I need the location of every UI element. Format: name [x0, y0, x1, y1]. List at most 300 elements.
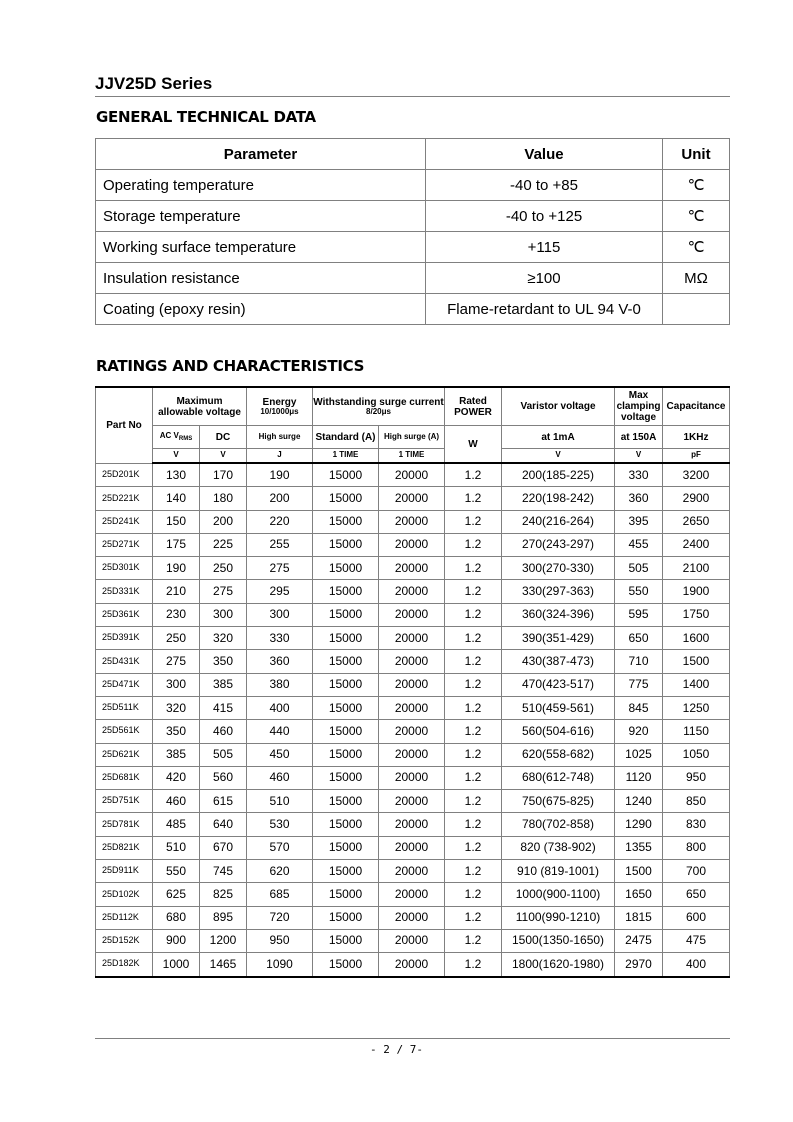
rated-power-cell: 1.2	[445, 813, 502, 836]
ratings-row	[96, 883, 730, 906]
header-power-unit: W	[445, 426, 502, 464]
energy-cell: 460	[247, 766, 313, 789]
header-ac-v	[153, 426, 200, 449]
value-cell: ≥100	[426, 263, 663, 294]
capacitance-cell: 1500	[663, 650, 730, 673]
part-no-cell: 25D201K	[96, 463, 153, 487]
ac-voltage-cell: 510	[153, 836, 200, 859]
ac-voltage-cell: 230	[153, 603, 200, 626]
header-rated-power: Rated POWER	[445, 387, 502, 426]
dc-voltage-cell: 350	[200, 650, 247, 673]
high-surge-cell: 20000	[379, 860, 445, 883]
ratings-row	[96, 650, 730, 673]
ratings-row	[96, 696, 730, 719]
standard-surge-cell: 15000	[313, 766, 379, 789]
energy-cell: 400	[247, 696, 313, 719]
part-no-cell: 25D681K	[96, 766, 153, 789]
ratings-row	[96, 813, 730, 836]
ac-voltage-cell: 320	[153, 696, 200, 719]
varistor-voltage-cell: 220(198-242)	[502, 487, 615, 510]
dc-voltage-cell: 300	[200, 603, 247, 626]
high-surge-cell: 20000	[379, 463, 445, 487]
value-cell: -40 to +85	[426, 170, 663, 201]
rated-power-cell: 1.2	[445, 627, 502, 650]
unit-ac: V	[153, 449, 200, 464]
capacitance-cell: 800	[663, 836, 730, 859]
rated-power-cell: 1.2	[445, 603, 502, 626]
standard-surge-cell: 15000	[313, 790, 379, 813]
varistor-voltage-cell: 1100(990-1210)	[502, 906, 615, 929]
unit-energy: J	[247, 449, 313, 464]
high-surge-cell: 20000	[379, 696, 445, 719]
varistor-voltage-cell: 390(351-429)	[502, 627, 615, 650]
ratings-row	[96, 720, 730, 743]
rated-power-cell: 1.2	[445, 883, 502, 906]
part-no-cell: 25D331K	[96, 580, 153, 603]
dc-voltage-cell: 615	[200, 790, 247, 813]
energy-cell: 330	[247, 627, 313, 650]
rated-power-cell: 1.2	[445, 766, 502, 789]
ac-voltage-cell: 460	[153, 790, 200, 813]
standard-surge-cell: 15000	[313, 580, 379, 603]
capacitance-cell: 2100	[663, 557, 730, 580]
high-surge-cell: 20000	[379, 627, 445, 650]
ac-voltage-cell: 350	[153, 720, 200, 743]
dc-voltage-cell: 250	[200, 557, 247, 580]
high-surge-cell: 20000	[379, 953, 445, 977]
dc-voltage-cell: 460	[200, 720, 247, 743]
varistor-voltage-cell: 360(324-396)	[502, 603, 615, 626]
unit-cell	[663, 294, 730, 325]
rated-power-cell: 1.2	[445, 557, 502, 580]
ratings-row	[96, 487, 730, 510]
energy-cell: 360	[247, 650, 313, 673]
ac-voltage-cell: 250	[153, 627, 200, 650]
header-energy-sub: 10/1000μs	[260, 406, 299, 416]
high-surge-cell: 20000	[379, 487, 445, 510]
dc-voltage-cell: 320	[200, 627, 247, 650]
energy-cell: 190	[247, 463, 313, 487]
ac-voltage-cell: 1000	[153, 953, 200, 977]
part-no-cell: 25D821K	[96, 836, 153, 859]
dc-voltage-cell: 895	[200, 906, 247, 929]
high-surge-cell: 20000	[379, 650, 445, 673]
energy-cell: 530	[247, 813, 313, 836]
varistor-voltage-cell: 910 (819-1001)	[502, 860, 615, 883]
rated-power-cell: 1.2	[445, 836, 502, 859]
ac-voltage-cell: 140	[153, 487, 200, 510]
rated-power-cell: 1.2	[445, 790, 502, 813]
rated-power-cell: 1.2	[445, 487, 502, 510]
ac-voltage-cell: 210	[153, 580, 200, 603]
high-surge-cell: 20000	[379, 929, 445, 952]
ratings-row	[96, 836, 730, 859]
ratings-row	[96, 627, 730, 650]
energy-cell: 1090	[247, 953, 313, 977]
part-no-cell: 25D241K	[96, 510, 153, 533]
dc-voltage-cell: 225	[200, 533, 247, 556]
part-no-cell: 25D621K	[96, 743, 153, 766]
capacitance-cell: 2650	[663, 510, 730, 533]
clamping-voltage-cell: 1500	[615, 860, 663, 883]
high-surge-cell: 20000	[379, 743, 445, 766]
capacitance-cell: 2900	[663, 487, 730, 510]
standard-surge-cell: 15000	[313, 836, 379, 859]
capacitance-cell: 1900	[663, 580, 730, 603]
ac-voltage-cell: 300	[153, 673, 200, 696]
unit-varistor: V	[502, 449, 615, 464]
part-no-cell: 25D431K	[96, 650, 153, 673]
part-no-cell: 25D391K	[96, 627, 153, 650]
ratings-header-row-3	[96, 449, 730, 464]
energy-cell: 300	[247, 603, 313, 626]
ac-voltage-cell: 625	[153, 883, 200, 906]
part-no-cell: 25D751K	[96, 790, 153, 813]
ac-voltage-cell: 190	[153, 557, 200, 580]
dc-voltage-cell: 745	[200, 860, 247, 883]
dc-voltage-cell: 200	[200, 510, 247, 533]
parameter-cell: Coating (epoxy resin)	[96, 294, 426, 325]
part-no-cell: 25D152K	[96, 929, 153, 952]
clamping-voltage-cell: 920	[615, 720, 663, 743]
varistor-voltage-cell: 1500(1350-1650)	[502, 929, 615, 952]
unit-capacitance: pF	[663, 449, 730, 464]
general-row	[96, 294, 730, 325]
energy-cell: 255	[247, 533, 313, 556]
capacitance-cell: 1600	[663, 627, 730, 650]
varistor-voltage-cell: 560(504-616)	[502, 720, 615, 743]
part-no-cell: 25D511K	[96, 696, 153, 719]
varistor-voltage-cell: 330(297-363)	[502, 580, 615, 603]
dc-voltage-cell: 1465	[200, 953, 247, 977]
high-surge-cell: 20000	[379, 883, 445, 906]
capacitance-cell: 3200	[663, 463, 730, 487]
dc-voltage-cell: 275	[200, 580, 247, 603]
energy-cell: 570	[247, 836, 313, 859]
high-surge-cell: 20000	[379, 906, 445, 929]
parameter-cell: Storage temperature	[96, 201, 426, 232]
header-energy	[247, 387, 313, 426]
standard-surge-cell: 15000	[313, 487, 379, 510]
capacitance-cell: 400	[663, 953, 730, 977]
varistor-voltage-cell: 780(702-858)	[502, 813, 615, 836]
value-cell: +115	[426, 232, 663, 263]
header-high-surge: High surge	[247, 426, 313, 449]
high-surge-cell: 20000	[379, 813, 445, 836]
capacitance-cell: 830	[663, 813, 730, 836]
dc-voltage-cell: 180	[200, 487, 247, 510]
energy-cell: 685	[247, 883, 313, 906]
ratings-row	[96, 533, 730, 556]
high-surge-cell: 20000	[379, 673, 445, 696]
header-surge	[313, 387, 445, 426]
ac-voltage-cell: 385	[153, 743, 200, 766]
varistor-voltage-cell: 200(185-225)	[502, 463, 615, 487]
value-cell: -40 to +125	[426, 201, 663, 232]
clamping-voltage-cell: 550	[615, 580, 663, 603]
varistor-voltage-cell: 270(243-297)	[502, 533, 615, 556]
part-no-cell: 25D182K	[96, 953, 153, 977]
ratings-table	[95, 386, 730, 978]
rated-power-cell: 1.2	[445, 510, 502, 533]
ratings-row	[96, 906, 730, 929]
ratings-row	[96, 766, 730, 789]
ac-voltage-cell: 130	[153, 463, 200, 487]
footer-divider	[95, 1038, 730, 1039]
col-header-parameter: Parameter	[96, 139, 426, 170]
header-ac-v-label: AC V	[159, 430, 179, 440]
header-standard-a: Standard (A)	[313, 426, 379, 449]
ratings-row	[96, 557, 730, 580]
parameter-cell: Insulation resistance	[96, 263, 426, 294]
standard-surge-cell: 15000	[313, 813, 379, 836]
capacitance-cell: 1050	[663, 743, 730, 766]
unit-cell: ℃	[663, 201, 730, 232]
clamping-voltage-cell: 845	[615, 696, 663, 719]
high-surge-cell: 20000	[379, 720, 445, 743]
dc-voltage-cell: 505	[200, 743, 247, 766]
standard-surge-cell: 15000	[313, 557, 379, 580]
parameter-cell: Working surface temperature	[96, 232, 426, 263]
header-at-150a: at 150A	[615, 426, 663, 449]
col-header-unit: Unit	[663, 139, 730, 170]
rated-power-cell: 1.2	[445, 929, 502, 952]
part-no-cell: 25D361K	[96, 603, 153, 626]
ratings-row	[96, 860, 730, 883]
rated-power-cell: 1.2	[445, 463, 502, 487]
header-varistor: Varistor voltage	[502, 387, 615, 426]
clamping-voltage-cell: 650	[615, 627, 663, 650]
high-surge-cell: 20000	[379, 557, 445, 580]
clamping-voltage-cell: 1650	[615, 883, 663, 906]
rated-power-cell: 1.2	[445, 953, 502, 977]
rated-power-cell: 1.2	[445, 580, 502, 603]
ac-voltage-cell: 420	[153, 766, 200, 789]
standard-surge-cell: 15000	[313, 627, 379, 650]
ratings-row	[96, 580, 730, 603]
unit-cell: MΩ	[663, 263, 730, 294]
capacitance-cell: 600	[663, 906, 730, 929]
dc-voltage-cell: 170	[200, 463, 247, 487]
varistor-voltage-cell: 470(423-517)	[502, 673, 615, 696]
energy-cell: 275	[247, 557, 313, 580]
high-surge-cell: 20000	[379, 510, 445, 533]
high-surge-cell: 20000	[379, 836, 445, 859]
varistor-voltage-cell: 620(558-682)	[502, 743, 615, 766]
dc-voltage-cell: 1200	[200, 929, 247, 952]
capacitance-cell: 700	[663, 860, 730, 883]
unit-dc: V	[200, 449, 247, 464]
energy-cell: 950	[247, 929, 313, 952]
standard-surge-cell: 15000	[313, 603, 379, 626]
standard-surge-cell: 15000	[313, 510, 379, 533]
value-cell: Flame-retardant to UL 94 V-0	[426, 294, 663, 325]
general-section-title: GENERAL TECHNICAL DATA	[96, 108, 316, 126]
ac-voltage-cell: 150	[153, 510, 200, 533]
ratings-row	[96, 463, 730, 487]
series-title: JJV25D Series	[95, 74, 213, 93]
capacitance-cell: 1400	[663, 673, 730, 696]
standard-surge-cell: 15000	[313, 953, 379, 977]
header-khz: 1KHz	[663, 426, 730, 449]
capacitance-cell: 475	[663, 929, 730, 952]
energy-cell: 720	[247, 906, 313, 929]
ratings-row	[96, 603, 730, 626]
clamping-voltage-cell: 775	[615, 673, 663, 696]
unit-clamping: V	[615, 449, 663, 464]
capacitance-cell: 1750	[663, 603, 730, 626]
clamping-voltage-cell: 2970	[615, 953, 663, 977]
varistor-voltage-cell: 750(675-825)	[502, 790, 615, 813]
rated-power-cell: 1.2	[445, 906, 502, 929]
rated-power-cell: 1.2	[445, 673, 502, 696]
high-surge-cell: 20000	[379, 766, 445, 789]
standard-surge-cell: 15000	[313, 533, 379, 556]
standard-surge-cell: 15000	[313, 883, 379, 906]
high-surge-cell: 20000	[379, 603, 445, 626]
ac-voltage-cell: 275	[153, 650, 200, 673]
part-no-cell: 25D112K	[96, 906, 153, 929]
rated-power-cell: 1.2	[445, 720, 502, 743]
header-surge-sub: 8/20μs	[366, 406, 391, 416]
dc-voltage-cell: 560	[200, 766, 247, 789]
clamping-voltage-cell: 1240	[615, 790, 663, 813]
ac-voltage-cell: 680	[153, 906, 200, 929]
part-no-cell: 25D561K	[96, 720, 153, 743]
ratings-header-row-1	[96, 387, 730, 426]
unit-cell: ℃	[663, 170, 730, 201]
varistor-voltage-cell: 510(459-561)	[502, 696, 615, 719]
varistor-voltage-cell: 1000(900-1100)	[502, 883, 615, 906]
clamping-voltage-cell: 455	[615, 533, 663, 556]
clamping-voltage-cell: 595	[615, 603, 663, 626]
rated-power-cell: 1.2	[445, 696, 502, 719]
unit-high-surge: 1 TIME	[379, 449, 445, 464]
rated-power-cell: 1.2	[445, 860, 502, 883]
varistor-voltage-cell: 680(612-748)	[502, 766, 615, 789]
header-at-1ma: at 1mA	[502, 426, 615, 449]
header-high-surge-a: High surge (A)	[379, 426, 445, 449]
part-no-cell: 25D911K	[96, 860, 153, 883]
header-max-voltage: Maximum allowable voltage	[153, 387, 247, 426]
rated-power-cell: 1.2	[445, 533, 502, 556]
col-header-value: Value	[426, 139, 663, 170]
header-clamping: Max clamping voltage	[615, 387, 663, 426]
part-no-cell: 25D271K	[96, 533, 153, 556]
general-header-row	[96, 139, 730, 170]
general-technical-table	[95, 138, 730, 325]
header-capacitance: Capacitance	[663, 387, 730, 426]
standard-surge-cell: 15000	[313, 720, 379, 743]
title-divider	[95, 96, 730, 97]
clamping-voltage-cell: 2475	[615, 929, 663, 952]
unit-cell: ℃	[663, 232, 730, 263]
ratings-section-title: RATINGS AND CHARACTERISTICS	[96, 357, 365, 375]
unit-standard: 1 TIME	[313, 449, 379, 464]
ratings-row	[96, 510, 730, 533]
ac-voltage-cell: 175	[153, 533, 200, 556]
varistor-voltage-cell: 240(216-264)	[502, 510, 615, 533]
ratings-row	[96, 673, 730, 696]
clamping-voltage-cell: 395	[615, 510, 663, 533]
page-number: - 2 / 7-	[370, 1043, 423, 1056]
energy-cell: 380	[247, 673, 313, 696]
standard-surge-cell: 15000	[313, 929, 379, 952]
clamping-voltage-cell: 1290	[615, 813, 663, 836]
general-row	[96, 170, 730, 201]
part-no-cell: 25D301K	[96, 557, 153, 580]
clamping-voltage-cell: 505	[615, 557, 663, 580]
ratings-row	[96, 929, 730, 952]
ratings-header-row-2	[96, 426, 730, 449]
clamping-voltage-cell: 1120	[615, 766, 663, 789]
ac-voltage-cell: 900	[153, 929, 200, 952]
capacitance-cell: 2400	[663, 533, 730, 556]
header-ac-v-sub: RMS	[178, 435, 193, 442]
part-no-cell: 25D221K	[96, 487, 153, 510]
dc-voltage-cell: 825	[200, 883, 247, 906]
standard-surge-cell: 15000	[313, 650, 379, 673]
varistor-voltage-cell: 820 (738-902)	[502, 836, 615, 859]
clamping-voltage-cell: 1355	[615, 836, 663, 859]
standard-surge-cell: 15000	[313, 696, 379, 719]
clamping-voltage-cell: 360	[615, 487, 663, 510]
energy-cell: 440	[247, 720, 313, 743]
capacitance-cell: 950	[663, 766, 730, 789]
general-row	[96, 232, 730, 263]
rated-power-cell: 1.2	[445, 650, 502, 673]
header-dc: DC	[200, 426, 247, 449]
dc-voltage-cell: 670	[200, 836, 247, 859]
header-energy-label: Energy	[262, 396, 297, 408]
clamping-voltage-cell: 330	[615, 463, 663, 487]
capacitance-cell: 850	[663, 790, 730, 813]
part-no-cell: 25D471K	[96, 673, 153, 696]
standard-surge-cell: 15000	[313, 743, 379, 766]
high-surge-cell: 20000	[379, 790, 445, 813]
dc-voltage-cell: 415	[200, 696, 247, 719]
standard-surge-cell: 15000	[313, 860, 379, 883]
ac-voltage-cell: 485	[153, 813, 200, 836]
varistor-voltage-cell: 1800(1620-1980)	[502, 953, 615, 977]
energy-cell: 620	[247, 860, 313, 883]
standard-surge-cell: 15000	[313, 906, 379, 929]
dc-voltage-cell: 385	[200, 673, 247, 696]
energy-cell: 510	[247, 790, 313, 813]
dc-voltage-cell: 640	[200, 813, 247, 836]
ratings-row	[96, 953, 730, 977]
capacitance-cell: 1150	[663, 720, 730, 743]
high-surge-cell: 20000	[379, 533, 445, 556]
clamping-voltage-cell: 710	[615, 650, 663, 673]
ratings-row	[96, 790, 730, 813]
high-surge-cell: 20000	[379, 580, 445, 603]
part-no-cell: 25D781K	[96, 813, 153, 836]
clamping-voltage-cell: 1025	[615, 743, 663, 766]
ac-voltage-cell: 550	[153, 860, 200, 883]
header-surge-label: Withstanding surge current	[313, 396, 444, 408]
energy-cell: 220	[247, 510, 313, 533]
part-no-cell: 25D102K	[96, 883, 153, 906]
varistor-voltage-cell: 430(387-473)	[502, 650, 615, 673]
standard-surge-cell: 15000	[313, 673, 379, 696]
energy-cell: 295	[247, 580, 313, 603]
ratings-row	[96, 743, 730, 766]
header-part-no: Part No	[96, 387, 153, 463]
energy-cell: 200	[247, 487, 313, 510]
capacitance-cell: 1250	[663, 696, 730, 719]
energy-cell: 450	[247, 743, 313, 766]
